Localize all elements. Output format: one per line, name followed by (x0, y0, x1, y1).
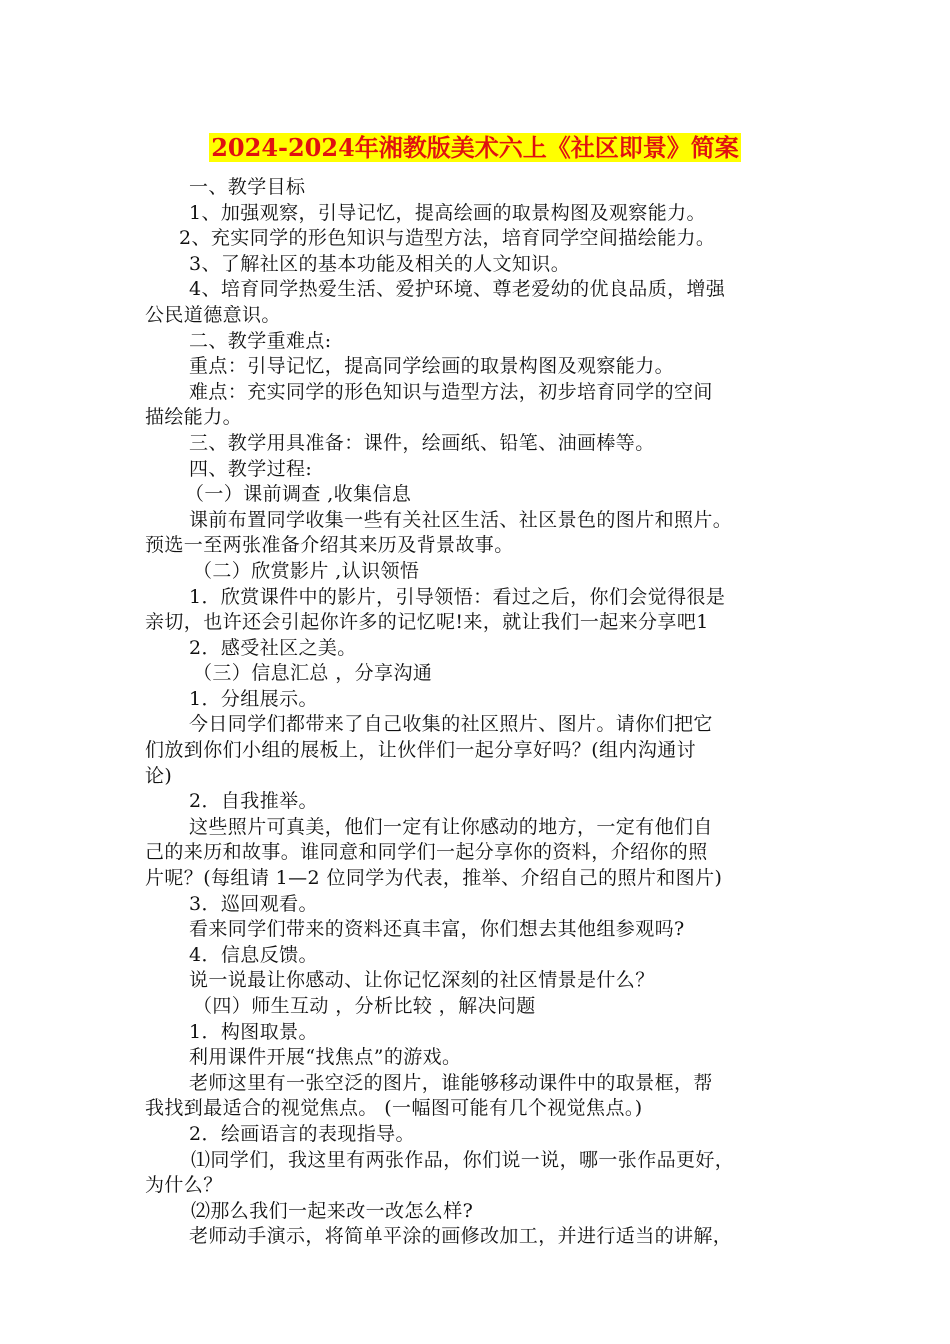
paragraph-line: 今日同学们都带来了自己收集的社区照片、图片。请你们把它 (189, 713, 713, 736)
paragraph-line: （四）师生互动 ，分析比较 ，解决问题 (193, 995, 536, 1017)
paragraph-line: 己的来历和故事。谁同意和同学们一起分享你的资料，介绍你的照 (145, 841, 708, 864)
paragraph-line: 二、教学重难点: (189, 329, 332, 352)
paragraph-line: （二）欣赏影片 ,认识领悟 (193, 559, 420, 582)
paragraph-line: 三、教学用具准备：课件，绘画纸、铅笔、油画棒等。 (189, 431, 655, 454)
paragraph-line: 2．绘画语言的表现指导。 (189, 1122, 415, 1145)
paragraph-line: 为什么？ (145, 1174, 223, 1197)
paragraph-line: 们放到你们小组的展板上，让伙伴们一起分享好吗？(组内沟通讨 (145, 739, 697, 762)
paragraph-line: 老师这里有一张空泛的图片，谁能够移动课件中的取景框，帮 (189, 1071, 713, 1094)
paragraph-line: 4．信息反馈。 (189, 943, 318, 966)
paragraph-line: 难点：充实同学的形色知识与造型方法，初步培育同学的空间 (189, 380, 713, 403)
paragraph-line: 描绘能力。 (145, 406, 243, 429)
paragraph-line: 3、了解社区的基本功能及相关的人文知识。 (189, 252, 571, 275)
paragraph-line: 这些照片可真美，他们一定有让你感动的地方，一定有他们自 (189, 815, 713, 838)
paragraph-line: ⑴同学们，我这里有两张作品，你们说一说，哪一张作品更好， (191, 1148, 735, 1171)
paragraph-line: （三）信息汇总 ，分享沟通 (193, 662, 433, 685)
paragraph-line: ⑵那么我们一起来改一改怎么样? (191, 1199, 474, 1222)
paragraph-line: 2．感受社区之美。 (189, 636, 357, 659)
paragraph-line: 一、教学目标 (189, 176, 306, 198)
paragraph-line: 看来同学们带来的资料还真丰富，你们想去其他组参观吗? (189, 918, 685, 941)
paragraph-line: 1．欣赏课件中的影片，引导领悟：看过之后，你们会觉得很是 (189, 585, 726, 608)
document-body (145, 175, 813, 1250)
paragraph-line: 四、教学过程: (189, 457, 313, 480)
paragraph-line: 预选一至两张准备介绍其来历及背景故事。 (145, 534, 514, 557)
paragraph-line: 片呢？(每组请 1—2 位同学为代表，推举、介绍自己的照片和图片) (145, 867, 723, 890)
paragraph-line: 利用课件开展“找焦点”的游戏。 (189, 1046, 462, 1069)
paragraph-line: 我找到最适合的视觉焦点。 (一幅图可能有几个视觉焦点。) (145, 1097, 643, 1120)
paragraph-line: 2、充实同学的形色知识与造型方法，培育同学空间描绘能力。 (179, 227, 716, 250)
paragraph-line: 2．自我推举。 (189, 790, 318, 813)
paragraph-line: （一）课前调查 ,收集信息 (185, 483, 412, 506)
paragraph-line: 老师动手演示，将简单平涂的画修改加工，并进行适当的讲解， (189, 1225, 733, 1248)
paragraph-line: 1．构图取景。 (189, 1020, 318, 1043)
document-title: 2024-2024年湘教版美术六上《社区即景》简案 (211, 133, 739, 162)
paragraph-line: 1、加强观察，引导记忆，提高绘画的取景构图及观察能力。 (189, 201, 706, 224)
paragraph-line: 课前布置同学收集一些有关社区生活、社区景色的图片和照片。 (189, 508, 733, 531)
paragraph-line: 论) (145, 764, 173, 787)
paragraph-line: 亲切，也许还会引起你许多的记忆呢!来，就让我们一起来分享吧1 (145, 611, 709, 634)
document-title-wrapper (0, 133, 950, 163)
paragraph-line: 重点：引导记忆，提高同学绘画的取景构图及观察能力。 (189, 355, 675, 378)
paragraph-line: 说一说最让你感动、让你记忆深刻的社区情景是什么？ (189, 969, 655, 992)
paragraph-line: 公民道德意识。 (145, 303, 281, 326)
paragraph-line: 3．巡回观看。 (189, 892, 318, 915)
paragraph-line: 1．分组展示。 (189, 687, 318, 710)
paragraph-line: 4、培育同学热爱生活、爱护环境、尊老爱幼的优良品质，增强 (189, 278, 726, 301)
